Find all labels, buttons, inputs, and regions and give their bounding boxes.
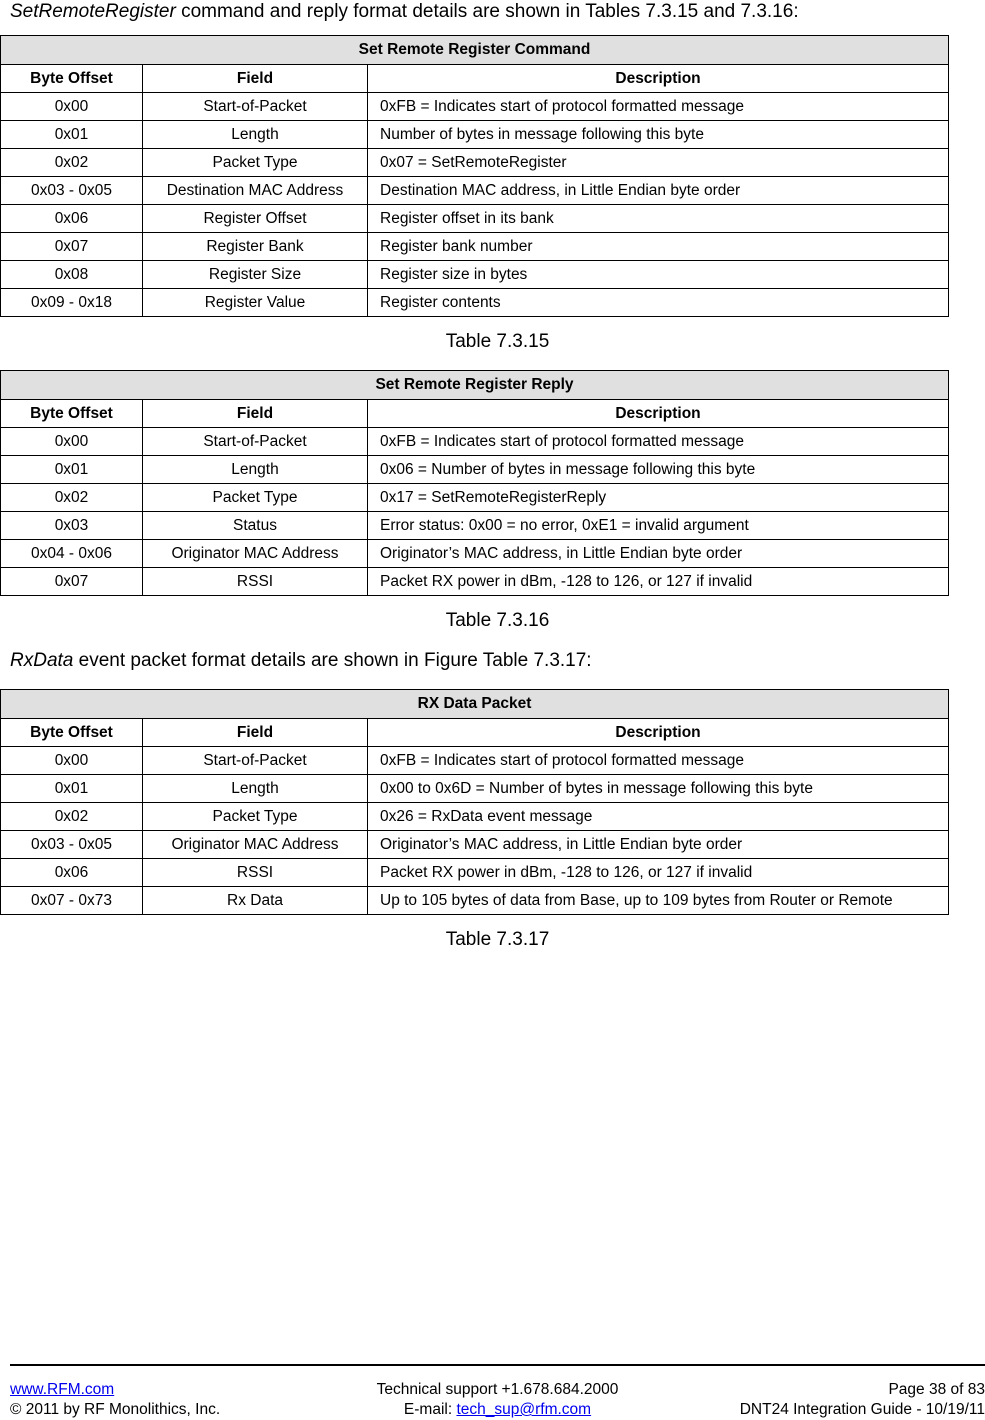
description-cell: Originator’s MAC address, in Little Endian byte order: [368, 540, 949, 568]
event-name: RxData: [10, 650, 74, 671]
table-row: [1, 233, 949, 261]
byte-offset-cell: 0x08: [1, 261, 143, 289]
byte-offset-cell: 0x01: [1, 121, 143, 149]
field-cell: RSSI: [143, 568, 368, 596]
field-cell: RSSI: [143, 859, 368, 887]
header-field: Field: [143, 65, 368, 93]
description-cell: 0xFB = Indicates start of protocol formatted message: [368, 747, 949, 775]
email-link[interactable]: tech_sup@rfm.com: [456, 1401, 592, 1418]
field-cell: Status: [143, 512, 368, 540]
byte-offset-cell: 0x07: [1, 233, 143, 261]
field-cell: Originator MAC Address: [143, 540, 368, 568]
byte-offset-cell: 0x00: [1, 428, 143, 456]
header-byte-offset: Byte Offset: [1, 719, 143, 747]
table-caption-7-3-17: Table 7.3.17: [445, 929, 550, 950]
set-remote-register-command-table: [0, 35, 949, 317]
page-number: Page 38 of 83: [888, 1381, 985, 1398]
table-row: [1, 456, 949, 484]
byte-offset-cell: 0x00: [1, 747, 143, 775]
table-row: [1, 261, 949, 289]
byte-offset-cell: 0x03 - 0x05: [1, 177, 143, 205]
description-cell: Register size in bytes: [368, 261, 949, 289]
byte-offset-cell: 0x02: [1, 803, 143, 831]
table-row: [1, 177, 949, 205]
description-cell: Register offset in its bank: [368, 205, 949, 233]
copyright: © 2011 by RF Monolithics, Inc.: [10, 1401, 221, 1418]
command-name: SetRemoteRegister: [10, 1, 176, 22]
header-byte-offset: Byte Offset: [1, 65, 143, 93]
intro-paragraph-2: [10, 650, 592, 672]
byte-offset-cell: 0x02: [1, 149, 143, 177]
byte-offset-cell: 0x03: [1, 512, 143, 540]
intro-text: command and reply format details are shown in Tables 7.3.15 and 7.3.16:: [175, 1, 799, 22]
description-cell: Packet RX power in dBm, -128 to 126, or 127 if invalid: [368, 568, 949, 596]
table-row: [1, 121, 949, 149]
table-row: [1, 289, 949, 317]
description-cell: 0x07 = SetRemoteRegister: [368, 149, 949, 177]
header-byte-offset: Byte Offset: [1, 400, 143, 428]
field-cell: Register Value: [143, 289, 368, 317]
table-row: [1, 428, 949, 456]
description-cell: Error status: 0x00 = no error, 0xE1 = invalid argument: [368, 512, 949, 540]
field-cell: Length: [143, 456, 368, 484]
field-cell: Packet Type: [143, 149, 368, 177]
table-row: [1, 831, 949, 859]
byte-offset-cell: 0x04 - 0x06: [1, 540, 143, 568]
description-cell: 0xFB = Indicates start of protocol formatted message: [368, 93, 949, 121]
column-header-row: [1, 719, 949, 747]
intro-paragraph-1: [10, 1, 799, 23]
field-cell: Register Bank: [143, 233, 368, 261]
description-cell: 0x17 = SetRemoteRegisterReply: [368, 484, 949, 512]
table-row: [1, 859, 949, 887]
description-cell: 0x26 = RxData event message: [368, 803, 949, 831]
field-cell: Length: [143, 775, 368, 803]
description-cell: Register bank number: [368, 233, 949, 261]
table-title: Set Remote Register Reply: [1, 371, 949, 400]
byte-offset-cell: 0x06: [1, 205, 143, 233]
table-row: [1, 747, 949, 775]
header-description: Description: [368, 65, 949, 93]
header-description: Description: [368, 400, 949, 428]
table-row: [1, 803, 949, 831]
description-cell: Packet RX power in dBm, -128 to 126, or 127 if invalid: [368, 859, 949, 887]
field-cell: Rx Data: [143, 887, 368, 915]
header-field: Field: [143, 400, 368, 428]
byte-offset-cell: 0x03 - 0x05: [1, 831, 143, 859]
byte-offset-cell: 0x07: [1, 568, 143, 596]
field-cell: Register Size: [143, 261, 368, 289]
description-cell: Register contents: [368, 289, 949, 317]
table-row: [1, 512, 949, 540]
table-row: [1, 775, 949, 803]
byte-offset-cell: 0x09 - 0x18: [1, 289, 143, 317]
field-cell: Originator MAC Address: [143, 831, 368, 859]
email-label: E-mail:: [403, 1401, 457, 1418]
description-cell: Destination MAC address, in Little Endian byte order: [368, 177, 949, 205]
table-title: RX Data Packet: [1, 690, 949, 719]
intro-text: event packet format details are shown in Figure Table 7.3.17:: [73, 650, 592, 671]
table-caption-7-3-15: Table 7.3.15: [445, 331, 550, 352]
document-title: DNT24 Integration Guide - 10/19/11: [739, 1401, 985, 1418]
table-row: [1, 887, 949, 915]
field-cell: Start-of-Packet: [143, 93, 368, 121]
rx-data-packet-table: [0, 689, 949, 915]
footer-right: [740, 1380, 985, 1420]
byte-offset-cell: 0x07 - 0x73: [1, 887, 143, 915]
header-field: Field: [143, 719, 368, 747]
header-description: Description: [368, 719, 949, 747]
table-row: [1, 205, 949, 233]
description-cell: Up to 105 bytes of data from Base, up to 109 bytes from Router or Remote: [368, 887, 949, 915]
table-row: [1, 149, 949, 177]
byte-offset-cell: 0x02: [1, 484, 143, 512]
field-cell: Destination MAC Address: [143, 177, 368, 205]
byte-offset-cell: 0x01: [1, 456, 143, 484]
description-cell: Originator’s MAC address, in Little Endian byte order: [368, 831, 949, 859]
column-header-row: [1, 65, 949, 93]
field-cell: Packet Type: [143, 803, 368, 831]
byte-offset-cell: 0x01: [1, 775, 143, 803]
field-cell: Start-of-Packet: [143, 428, 368, 456]
field-cell: Start-of-Packet: [143, 747, 368, 775]
table-title: Set Remote Register Command: [1, 36, 949, 65]
byte-offset-cell: 0x00: [1, 93, 143, 121]
table-row: [1, 540, 949, 568]
byte-offset-cell: 0x06: [1, 859, 143, 887]
set-remote-register-reply-table: [0, 370, 949, 596]
table-caption-7-3-16: Table 7.3.16: [445, 610, 550, 631]
table-row: [1, 93, 949, 121]
description-cell: Number of bytes in message following this byte: [368, 121, 949, 149]
field-cell: Register Offset: [143, 205, 368, 233]
description-cell: 0xFB = Indicates start of protocol formatted message: [368, 428, 949, 456]
description-cell: 0x00 to 0x6D = Number of bytes in message following this byte: [368, 775, 949, 803]
field-cell: Length: [143, 121, 368, 149]
field-cell: Packet Type: [143, 484, 368, 512]
table-row: [1, 568, 949, 596]
support-phone: Technical support +1.678.684.2000: [376, 1381, 619, 1398]
column-header-row: [1, 400, 949, 428]
description-cell: 0x06 = Number of bytes in message following this byte: [368, 456, 949, 484]
website-link[interactable]: www.RFM.com: [10, 1381, 115, 1398]
footer-divider: [10, 1364, 985, 1366]
table-row: [1, 484, 949, 512]
